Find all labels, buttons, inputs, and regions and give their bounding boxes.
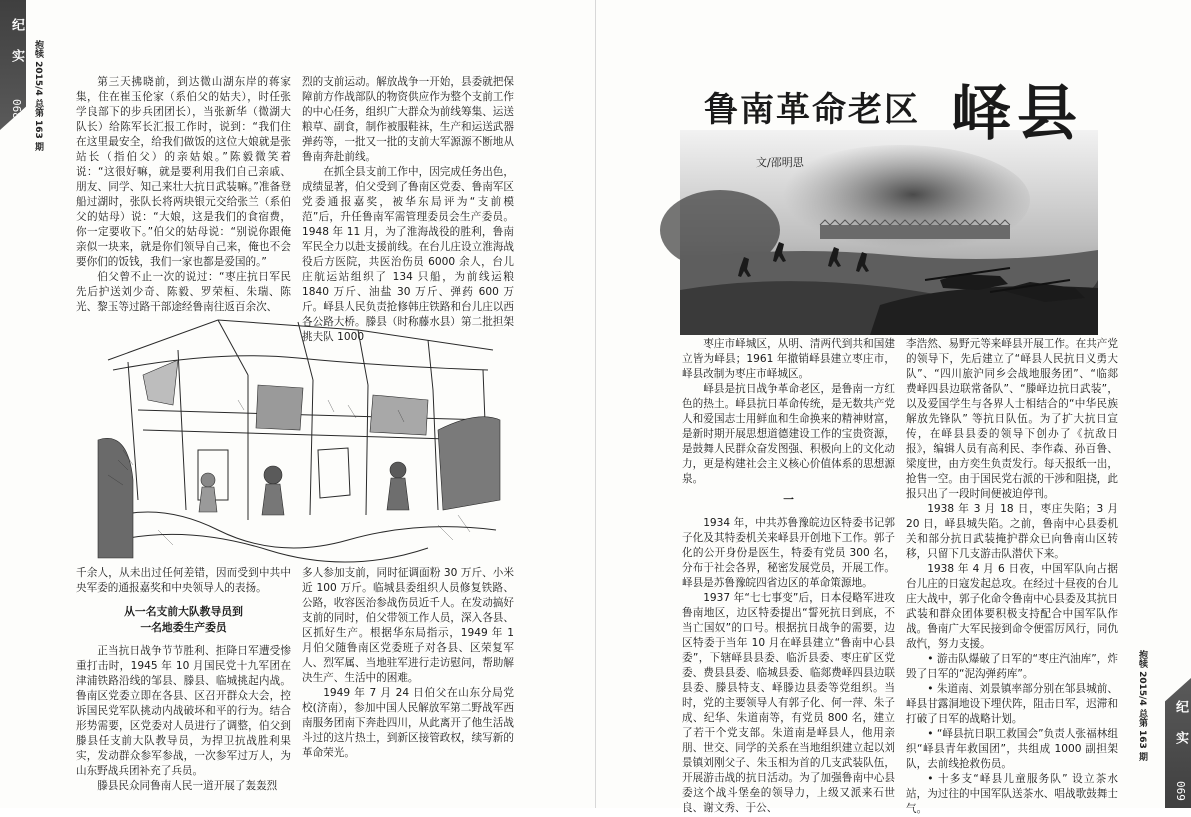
paragraph: 1937 年“七七事变”后，日本侵略军进攻鲁南地区，边区特委提出“誓死抗日到底，不当亡国奴”的口号。根据抗日战争的需要，边区特委于当年 10 月在峄县建立“鲁南中心县委”，下辖峄县县委、临沂县委、枣庄矿区党委、费县县委、临城县委、临郯费峄四县边联县委、滕县特支、峄滕边县委等党组织。当时，党的主要领导人有郭子化、何一萍、朱子成、纪华、朱道南等，有党员 800 名，建立了若干个党支部。朱道南是峄县人，他用亲朋、世交、同学的关系在当地组织建立起以刘景镇刘刚父子、朱玉相为首的几支武装队伍，开展游击战的抗日活动。为了加强鲁南中心县委这个战斗堡垒的领导力，上级又派来石世良、谢文秀、于公、 (682, 592, 895, 814)
left-col1-bottom (76, 566, 291, 794)
bullet-item: • 十多支“峄县儿童服务队” 设立茶水站，为过往的中国军队送茶水、唱战歌鼓舞士气。 (906, 773, 1118, 815)
market-sketch-illustration (98, 300, 500, 558)
right-col2 (906, 337, 1118, 817)
battle-photo (680, 130, 1098, 335)
bullet-item: • 游击队爆破了日军的“枣庄汽油库”，炸毁了日军的“泥沟弹药库”。 (906, 653, 1118, 680)
section-tab-left-label (7, 18, 26, 118)
paragraph: 1934 年，中共苏鲁豫皖边区特委书记郭子化及其特委机关来峄县开创地下工作。郭子化的公开身份是医生，特委有党员 300 名，分布于社会各界，秘密发展党员，开展工作。峄县是苏鲁豫皖四省边区的革命策源地。 (682, 517, 895, 589)
paragraph: 峄县是抗日战争革命老区，是鲁南一方红色的热土。峄县抗日革命传统，是无数共产党人和爱国志士用鲜血和生命换来的精神财富，是新时期开展思想道德建设工作的宝贵资源，是鼓舞人民群众奋发图强、积极向上的文化动力，更是构建社会主义核心价值体系的思想源泉。 (682, 383, 895, 485)
subheading-line: 一名地委生产委员 (140, 621, 227, 634)
bullet-item: • 朱道南、刘景镇率部分别在邹县城前、峄县甘露洞地设下埋伏阵，阻击日军，迟滞和打破了日军的战略计划。 (906, 683, 1118, 725)
paragraph: 李浩然、易野元等来峄县开展工作。在共产党的领导下，先后建立了“峄县人民抗日义勇大队”、“四川旅沪同乡会战地服务团”、“临郯费峄四县边联常备队”、“滕峄边抗日武装”，以及爱国学生与各界人士相结合的“中华民族解放先锋队” 等抗日队伍。为了扩大抗日宣传，在峄县县委的领导下创办了《抗敌日报》，编辑人员有高利民、李作森、孙百鲁、梁度世，由方奕生负责发行。每天报纸一出，抢售一空。由于国民党右派的干涉和阻挠，此报只出了一段时间便被迫停刊。 (906, 338, 1118, 500)
subheading-line: 从一名支前大队教导员到 (124, 605, 243, 618)
page-number: 069 (1174, 780, 1187, 801)
paragraph: 第三天拂晓前，到达微山湖东岸的蒋家集，住在崔玉伦家（系伯父的姑夫），时任张学良部下的步兵团团长），当张新华（微湖大队长）给陈军长汇报工作时，说到：“我们住在这里最安全，给我们做饭的这位大娘就是张站长（指伯父）的亲姑娘。”陈毅微笑着说：“这很好嘛，就是要利用我们自己亲戚、朋友、同学、知己来壮大抗日武装嘛。”准备登船过湖时，张队长将两块银元交给张兰（系伯父的姑母）说：“大娘，这是我们的食宿费，你一定要收下。”伯父的姑母说：“别说你跟俺亲似一块来，就是你们领导自己来，俺也不会要你们的饭钱，我们一家也都是爱国的。” (76, 76, 291, 268)
left-col1-top (76, 75, 291, 315)
paragraph: 1938 年 3 月 18 日，枣庄失陷；3 月 20 日，峄县城失陷。之前，鲁南中心县委机关和部分抗日武装掩护群众已向鲁南山区转移，只留下几支游击队潜伏下来。 (906, 503, 1118, 560)
journal-info: 抱犊 2015/4 总第 163 期 (1137, 650, 1147, 761)
paragraph: 烈的支前运动。解放战争一开始，县委就把保障前方作战部队的物资供应作为整个支前工作的中心任务，组织广大群众为前线筹集、运送粮草、副食，制作被服鞋袜，生产和运送武器弹药等，一批又一批的支前大军源源不断地从鲁南奔赴前线。 (302, 76, 514, 163)
section-marker: 一 (783, 494, 794, 506)
left-col2-bottom (302, 566, 514, 761)
article-byline: 文/邵明思 (756, 156, 804, 169)
bullet-item: • “峄县抗日职工救国会”负责人张福林组织“峄县青年救国团”，共组成 1000 副担架队，去前线抢救伤员。 (906, 728, 1118, 770)
paragraph: 滕县民众同鲁南人民一道开展了轰轰烈 (97, 780, 278, 792)
subheading (76, 604, 291, 636)
paragraph: 1949 年 7 月 24 日伯父在山东分局党校(济南），参加中国人民解放军第二野战军西南服务团南下奔赴四川，从此离开了他生活战斗过的这片热土，到新区接管政权，续写新的革命荣光。 (302, 687, 514, 759)
paragraph: 1938 年 4 月 6 日夜，中国军队向占据台儿庄的日寇发起总攻。在经过十昼夜的台儿庄大战中，郭子化命令鲁南中心县委及其抗日武装和群众团体要积极支持配合中国军队作战。鲁南广大军民接到命令便雷厉风行，同仇敌忾，努力支援。 (906, 563, 1118, 650)
right-page (596, 0, 1191, 815)
article-title: 鲁南革命老区 (704, 90, 920, 130)
paragraph: 千余人，从未出过任何差错，因而受到中共中央军委的通报嘉奖和中央领导人的表扬。 (76, 567, 291, 594)
paragraph: 枣庄市峄城区，从明、清两代到共和国建立皆为峄县；1961 年撤销峄县建立枣庄市，峄县改制为枣庄市峄城区。 (682, 338, 895, 380)
article-title-county: 峄县 (951, 79, 1083, 149)
journal-info: 抱犊 2015/4 总第 163 期 (33, 40, 43, 151)
left-page (0, 0, 595, 808)
paragraph: 多人参加支前，同时征调面粉 30 万斤、小米近 100 万斤。临城县委组织人员修复铁路、公路，收容医治参战伤员近千人。在发动搞好支前的同时，伯父带领工作人员，深入各县、区抓好生产。根据华东局指示，1949 年 1 月伯父随鲁南区党委班子对各县、区荣复军人、烈军属、当地驻军进行走访慰问，帮助解决生产、生活中的困难。 (302, 567, 514, 684)
section-label: 纪实 (1173, 700, 1188, 762)
paragraph: 正当抗日战争节节胜利、拒降日军遭受惨重打击时，1945 年 10 月国民党十九军团在津浦铁路沿线的邹县、滕县、临城挑起内战。鲁南区党委立即在各县、区召开群众大会，控诉国民党军队挑动内战破坏和平的行为。结合形势需要，区党委对人员进行了调整，伯父到滕县任支前大队教导员，为捍卫抗战胜利果实，发动群众参军参战，一次参军过万人，为山东野战兵团补充了兵员。 (76, 645, 291, 777)
article-title-block (696, 74, 1096, 169)
section-tab-right-label (1171, 700, 1190, 800)
paragraph: 伯父曾不止一次的说过：“枣庄抗日军民先后护送刘少奇、陈毅、罗荣桓、朱瑞、陈光、黎玉等过路干部途经鲁南往返百余次、 (76, 271, 291, 313)
right-col1 (682, 337, 895, 816)
section-label: 纪实 (9, 18, 24, 80)
page-number: 068 (10, 98, 23, 119)
paragraph: 在抓全县支前工作中，因完成任务出色，成绩显著，伯父受到了鲁南区党委、鲁南军区党委通报嘉奖，被华东局评为“支前模范”后，升任鲁南军需管理委员会生产委员。1948 年 11 月，为了淮海战役的胜利，鲁南军民全力以赴支援前线。在台儿庄设立淮海战役后方医院，共医治伤员 6000 余人，台儿庄航运站组织了 134 只船，为前线运粮 1840 万斤、油盐 30 万斤、弹药 600 万斤。峄县人民负责抢修韩庄铁路和台儿庄以西各公路大桥。滕县（时称藤水县）第二批担架挑夫队 1000 (302, 166, 514, 343)
